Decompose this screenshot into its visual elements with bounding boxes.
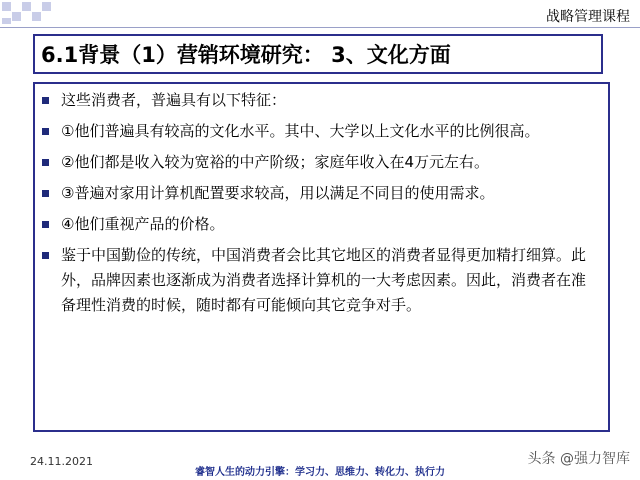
bullet-item: ①他们普遍具有较高的文化水平。其中、大学以上文化水平的比例很高。 [61, 119, 594, 144]
footer-slogan: 睿智人生的动力引擎：学习力、思维力、转化力、执行力 [195, 467, 445, 478]
course-name: 战略管理课程 [546, 9, 630, 25]
bullet-list [61, 88, 594, 318]
bullet-item: ④他们重视产品的价格。 [61, 212, 594, 237]
bullet-item: ②他们都是收入较为宽裕的中产阶级；家庭年收入在4万元左右。 [61, 150, 594, 175]
slide-date: 24.11.2021 [30, 455, 93, 468]
corner-squares-decoration [0, 0, 60, 28]
slide-title: 6.1背景（1）营销环境研究： 3、文化方面 [33, 34, 603, 74]
header-divider [0, 27, 640, 28]
bullet-item: ③普遍对家用计算机配置要求较高，用以满足不同目的使用需求。 [61, 181, 594, 206]
bullet-item: 鉴于中国勤俭的传统，中国消费者会比其它地区的消费者显得更加精打细算。此外，品牌因素也逐渐成为消费者选择计算机的一大考虑因素。因此，消费者在准备理性消费的时候，随时都有可能倾向其它竞争对手。 [61, 243, 594, 318]
bullet-item: 这些消费者，普遍具有以下特征： [61, 88, 594, 113]
slide-content [33, 82, 610, 432]
watermark: 头条 @强力智库 [527, 451, 630, 467]
